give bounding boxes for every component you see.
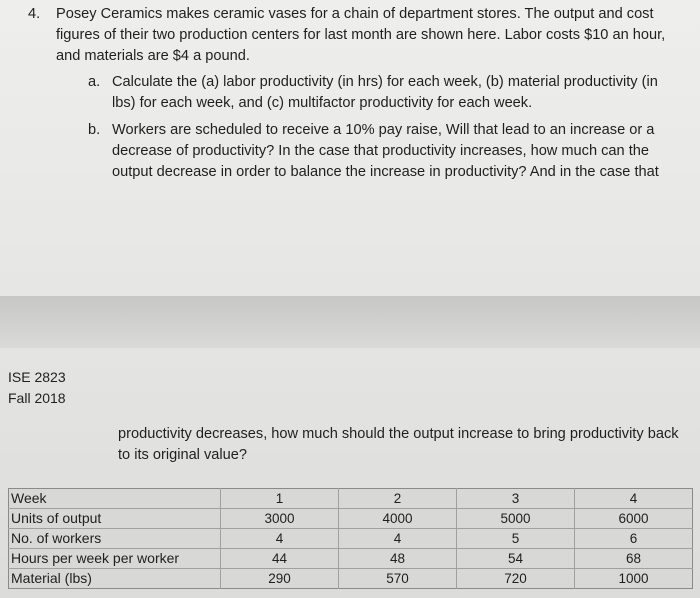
table-cell: 5 <box>457 529 575 549</box>
course-code: ISE 2823 <box>8 369 66 385</box>
page-break-gap <box>0 296 700 348</box>
continuation-line-1: productivity decreases, how much should the output increase to bring productivity back <box>118 426 679 442</box>
table-cell: 44 <box>221 549 339 569</box>
part-a-line-2: lbs) for each week, and (c) multifactor productivity for each week. <box>112 95 533 111</box>
question-text-line-1: Posey Ceramics makes ceramic vases for a chain of department stores. The output and cost <box>56 6 654 22</box>
question-text-line-3: and materials are $4 a pound. <box>56 48 250 64</box>
row-label: Hours per week per worker <box>9 549 221 569</box>
table-cell: 48 <box>339 549 457 569</box>
table-cell: 4000 <box>339 509 457 529</box>
part-b-line-2: decrease of productivity? In the case that productivity increases, how much can the <box>112 143 650 159</box>
table-cell: 3000 <box>221 509 339 529</box>
table-cell: 54 <box>457 549 575 569</box>
table-cell: 4 <box>575 489 693 509</box>
table-row-material <box>9 569 693 589</box>
table-cell: 4 <box>339 529 457 549</box>
table-cell: 5000 <box>457 509 575 529</box>
continuation-line-2: to its original value? <box>118 447 247 463</box>
table-cell: 68 <box>575 549 693 569</box>
table-cell: 3 <box>457 489 575 509</box>
table-cell: 720 <box>457 569 575 589</box>
part-b-marker: b. <box>88 122 101 138</box>
table-cell: 1000 <box>575 569 693 589</box>
table-cell: 2 <box>339 489 457 509</box>
part-b-line-3: output decrease in order to balance the increase in productivity? And in the case that <box>112 164 659 180</box>
table-row-units-of-output <box>9 509 693 529</box>
table-cell: 290 <box>221 569 339 589</box>
question-text-line-2: figures of their two production centers for last month are shown here. Labor costs $10 an hour, <box>56 27 666 43</box>
part-a-line-1: Calculate the (a) labor productivity (in hrs) for each week, (b) material productivity (in <box>112 74 658 90</box>
part-b-line-1: Workers are scheduled to receive a 10% pay raise, Will that lead to an increase or a <box>112 122 655 138</box>
table-row-week <box>9 489 693 509</box>
production-data-table <box>8 488 693 589</box>
table-row-hours-per-week <box>9 549 693 569</box>
table-cell: 6 <box>575 529 693 549</box>
table-cell: 1 <box>221 489 339 509</box>
row-label: Material (lbs) <box>9 569 221 589</box>
table-cell: 4 <box>221 529 339 549</box>
table-cell: 6000 <box>575 509 693 529</box>
table-row-no-of-workers <box>9 529 693 549</box>
question-number: 4. <box>28 6 41 22</box>
row-label: Units of output <box>9 509 221 529</box>
table-cell: 570 <box>339 569 457 589</box>
row-label: Week <box>11 490 47 506</box>
row-label: No. of workers <box>9 529 221 549</box>
part-a-marker: a. <box>88 74 101 90</box>
course-term: Fall 2018 <box>8 390 66 406</box>
